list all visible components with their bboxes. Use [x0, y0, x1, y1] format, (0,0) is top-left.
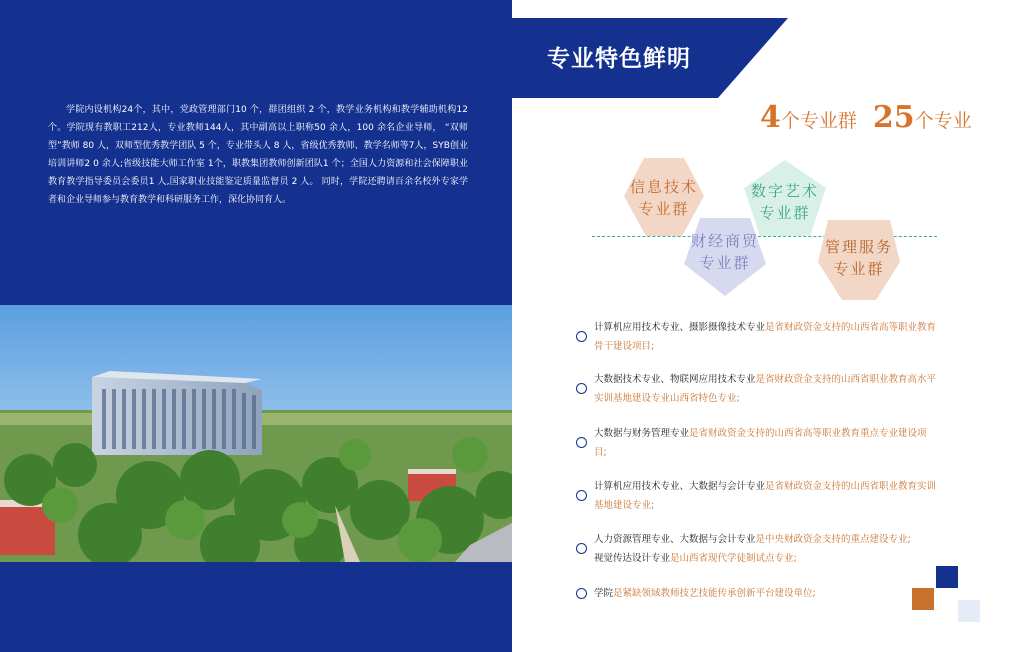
group-count-label: 个专业群: [780, 110, 857, 132]
decorative-squares: [912, 566, 984, 626]
group-count: 4: [760, 100, 781, 135]
intro-paragraph: 学院内设机构24个，其中，党政管理部门10 个，群团组织 2 个，教学业务机构和教学辅助机构12个。学院现有教职工212人，专业教师144人，其中副高以上职称50 余人，100 余名企业导师， “双师型”教师 80 人，双师型优秀教学团队 5 个，专业带头人 8 人，省级优秀教师、教学名师等7人，SYB创业培训讲师2 0 余人;省级技能大师工作室 1个，职教集团教师创新团队1 个；全国人力资源和社会保障职业教育教学指导委员会委员1 人,国家职业技能鉴定质量监督员 2 人。 同时，学院还聘请百余名校外专家学者和企业导师参与教育教学和科研服务工作，深化协同育人。: [48, 105, 468, 205]
item-majors-2: 视觉传达设计专业: [594, 553, 671, 564]
circle-bullet-icon: [576, 490, 587, 501]
stats-line: [760, 100, 972, 135]
campus-photo: [0, 305, 512, 562]
item-desc: 是省财政资金支持的山西省高等职业教育重点专业建设项目;: [594, 428, 927, 458]
circle-bullet-icon: [576, 383, 587, 394]
page-title: 专业特色鲜明: [547, 46, 691, 72]
circle-bullet-icon: [576, 437, 587, 448]
item-desc: 是省财政资金支持的山西省职业教育高水平实训基地建设专业山西省特色专业;: [594, 374, 937, 404]
item-majors: 人力资源管理专业、大数据与会计专业: [594, 534, 756, 545]
item-desc: 是省财政资金支持的山西省职业教育实训基地建设专业;: [594, 481, 937, 511]
right-page: [512, 0, 1024, 652]
item-desc: 是中央财政资金支持的重点建设专业;: [755, 534, 911, 545]
major-count: 25: [872, 100, 915, 135]
item-majors: 大数据与财务管理专业: [594, 428, 690, 439]
item-majors: 学院: [594, 588, 614, 599]
major-count-label: 个专业: [914, 110, 972, 132]
group-management: [816, 218, 902, 302]
item-desc: 是紧缺领域教师技艺技能传承创新平台建设单位;: [613, 588, 816, 599]
group-label-line1: 数字艺术: [750, 182, 819, 200]
item-desc-2: 是山西省现代学徒制试点专业;: [670, 553, 797, 564]
group-finance: [682, 216, 768, 298]
group-label-line2: 专业群: [699, 254, 751, 272]
light-blue-square: [958, 600, 980, 622]
group-label-line2: 专业群: [759, 204, 811, 222]
major-groups: [582, 150, 942, 310]
group-label-line1: 信息技术: [629, 178, 698, 196]
item-desc: 是省财政资金支持的山西省高等职业教育骨干建设项目;: [594, 322, 937, 352]
item-majors: 大数据技术专业、物联网应用技术专业: [594, 374, 756, 385]
item-majors: 计算机应用技术专业、摄影摄像技术专业: [594, 322, 766, 333]
circle-bullet-icon: [576, 588, 587, 599]
group-label-line2: 专业群: [833, 260, 885, 278]
group-label-line1: 管理服务: [824, 238, 893, 256]
group-label-line1: 财经商贸: [690, 232, 759, 250]
item-majors: 计算机应用技术专业、大数据与会计专业: [594, 481, 766, 492]
group-label-line2: 专业群: [638, 200, 690, 218]
circle-bullet-icon: [576, 543, 587, 554]
orange-square: [912, 588, 934, 610]
navy-square: [936, 566, 958, 588]
circle-bullet-icon: [576, 331, 587, 342]
